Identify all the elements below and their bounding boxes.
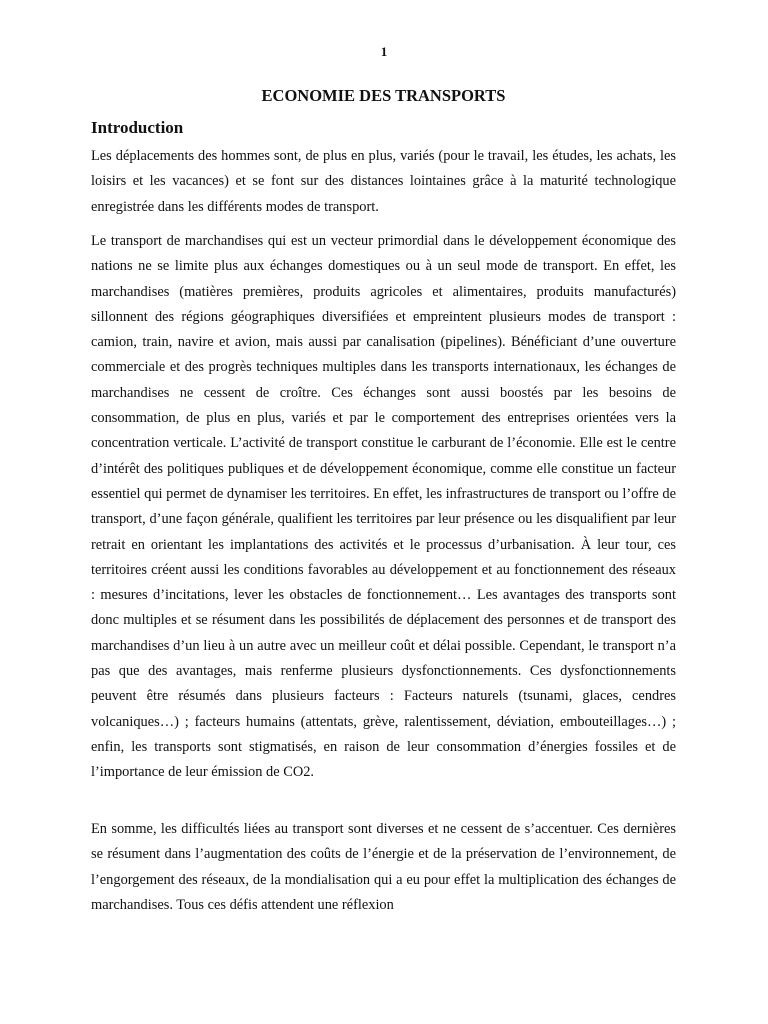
section-heading: Introduction bbox=[91, 118, 184, 137]
paragraph: Les déplacements des hommes sont, de plus en plus, variés (pour le travail, les études, les achats, les loisirs et les vacances) et se font sur des distances lointaines grâce à la maturité technologique enregistrée dans les différents modes de transport. bbox=[91, 148, 676, 215]
page-number: 1 bbox=[380, 44, 388, 59]
document-title: ECONOMIE DES TRANSPORTS bbox=[261, 86, 506, 105]
paragraph: En somme, les difficultés liées au transport sont diverses et ne cessent de s’accentuer. Ces dernières se résument dans l’augmentation des coûts de l’énergie et de la préservation de l’environnement, de l’engorgement des réseaux, de la mondialisation qui a eu pour effet la multiplication des échanges de marchandises. Tous ces défis attendent une réflexion bbox=[91, 821, 676, 913]
paragraph: Le transport de marchandises qui est un vecteur primordial dans le développement économique des nations ne se limite plus aux échanges domestiques ou à un seul mode de transport. En effet, les marchandises (matières premières, produits agricoles et alimentaires, produits manufacturés) sillonnent des régions géographiques diversifiées et empreintent plusieurs modes de transport : camion, train, navire et avion, mais aussi par canalisation (pipelines). Bénéficiant d’une ouverture commerciale et des progrès techniques multiples dans les transports internationaux, les échanges de marchandises ne cessent de croître. Ces échanges sont aussi boostés par les besoins de consommation, de plus en plus, variés et par le comportement des entreprises orientées vers la concentration verticale. L’activité de transport constitue le carburant de l’économie. Elle est le centre d’intérêt des politiques publiques et de développement économique, comme elle constitue un facteur essentiel qui permet de dynamiser les territoires. En effet, les infrastructures de transport ou l’offre de transport, d’une façon générale, qualifient les territoires par leur présence ou les disqualifient par leur retrait en orientant les implantations des activités et le processus d’urbanisation. À leur tour, ces territoires créent aussi les conditions favorables au développement et au fonctionnement des réseaux : mesures d’incitations, lever les obstacles de fonctionnement… Les avantages des transports sont donc multiples et se résument dans les possibilités de déplacement des personnes et de transport des marchandises d’un lieu à un autre avec un meilleur coût et délai possible. Cependant, le transport n’a pas que des avantages, mais renferme plusieurs dysfonctionnements. Ces dysfonctionnements peuvent être résumés dans plusieurs facteurs : Facteurs naturels (tsunami, glaces, cendres volcaniques…) ; facteurs humains (attentats, grève, ralentissement, déviation, embouteillages…) ; enfin, les transports sont stigmatisés, en raison de leur consommation d’énergies fossiles et de l’importance de leur émission de CO2. bbox=[91, 233, 676, 781]
